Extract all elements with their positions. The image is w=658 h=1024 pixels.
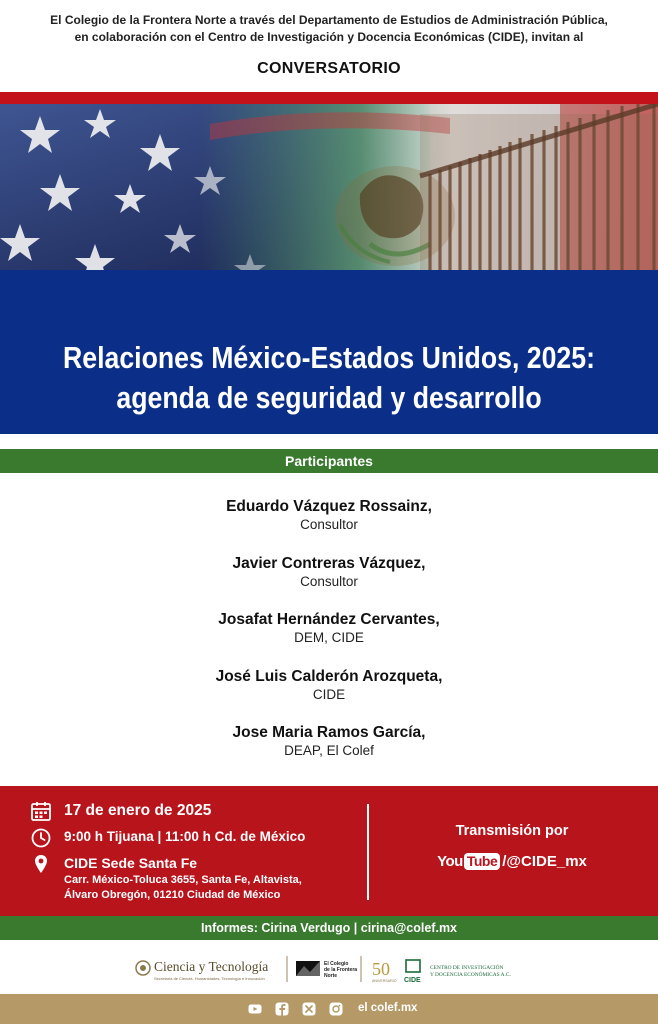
event-title-line-2: agenda de seguridad y desarrollo xyxy=(116,380,542,415)
footer xyxy=(0,994,658,1024)
calendar-icon xyxy=(30,800,52,822)
svg-text:CENTRO DE INVESTIGACIÓN: CENTRO DE INVESTIGACIÓN xyxy=(430,965,504,971)
youtube-icon[interactable] xyxy=(248,1002,262,1016)
participant-role: DEAP, El Colef xyxy=(284,743,374,758)
stream-link[interactable] xyxy=(384,853,640,870)
participant-item xyxy=(0,667,658,724)
event-title xyxy=(46,338,612,418)
ciencia-logo xyxy=(136,956,287,982)
website-link[interactable]: el colef.mx xyxy=(358,1002,418,1014)
event-type: CONVERSATORIO xyxy=(257,60,401,77)
address-line-2: Álvaro Obregón, 01210 Ciudad de México xyxy=(64,889,281,901)
event-title-line-1: Relaciones México-Estados Unidos, 2025: xyxy=(63,340,595,375)
invitation-text xyxy=(0,12,658,46)
contact-info: Informes: Cirina Verdugo | cirina@colef.mx xyxy=(0,916,658,940)
svg-text:ANIVERSARIO: ANIVERSARIO xyxy=(372,979,397,983)
red-accent-strip xyxy=(0,92,658,104)
event-address xyxy=(64,873,302,903)
svg-text:CIDE: CIDE xyxy=(404,977,421,984)
invitation-line-1: El Colegio de la Frontera Norte a través del Departamento de Estudios de Administración Pública, xyxy=(50,13,608,27)
event-venue: CIDE Sede Santa Fe xyxy=(64,855,198,871)
youtube-logo-you: You xyxy=(437,853,463,870)
address-line-1: Carr. México-Toluca 3655, Santa Fe, Altavista, xyxy=(64,874,302,886)
clock-icon xyxy=(30,827,52,849)
ciencia-logo-subtext: Secretaría de Ciencia, Humanidades, Tecnología e Innovación xyxy=(154,976,265,981)
event-info-panel xyxy=(0,786,658,916)
event-date: 17 de enero de 2025 xyxy=(64,802,212,819)
youtube-handle: /@CIDE_mx xyxy=(502,853,587,870)
participant-name: José Luis Calderón Arozqueta, xyxy=(215,667,443,685)
facebook-icon[interactable] xyxy=(275,1002,289,1016)
participant-role: DEM, CIDE xyxy=(294,630,364,645)
participant-name: Eduardo Vázquez Rossainz, xyxy=(226,498,432,515)
cide-logo xyxy=(404,960,511,984)
svg-text:El Colegio: El Colegio xyxy=(324,961,349,967)
svg-text:Y DOCENCIA ECONÓMICAS A.C.: Y DOCENCIA ECONÓMICAS A.C. xyxy=(430,972,511,978)
location-pin-icon xyxy=(30,853,52,875)
instagram-icon[interactable] xyxy=(329,1002,343,1016)
ciencia-logo-text: Ciencia y Tecnología xyxy=(154,959,269,974)
participant-role: CIDE xyxy=(312,686,346,702)
colef-logo xyxy=(296,956,361,982)
stream-label: Transmisión por xyxy=(455,823,569,839)
participant-name: Jose Maria Ramos García, xyxy=(232,724,426,741)
participant-name: Josafat Hernández Cervantes, xyxy=(218,611,440,628)
participant-name: Javier Contreras Vázquez, xyxy=(232,554,426,572)
participant-item xyxy=(0,610,658,667)
youtube-logo-tube: Tube xyxy=(464,853,500,870)
participant-item xyxy=(0,723,658,780)
participants-heading: Participantes xyxy=(0,449,658,473)
anniversary-logo xyxy=(372,959,397,983)
participant-item xyxy=(0,497,658,554)
sponsor-logos xyxy=(0,948,658,990)
svg-text:50: 50 xyxy=(372,959,390,979)
invitation-line-2: en colaboración con el Centro de Investigación y Docencia Económicas (CIDE), invitan al xyxy=(74,30,584,44)
participant-role: Consultor xyxy=(300,573,358,589)
svg-text:Norte: Norte xyxy=(324,973,338,979)
x-icon[interactable] xyxy=(302,1002,316,1016)
participants-list xyxy=(0,497,658,780)
info-divider xyxy=(367,804,369,900)
participant-role: Consultor xyxy=(300,517,358,532)
svg-text:de la Frontera: de la Frontera xyxy=(324,967,358,973)
event-time: 9:00 h Tijuana | 11:00 h Cd. de México xyxy=(64,829,306,844)
participant-item xyxy=(0,554,658,611)
